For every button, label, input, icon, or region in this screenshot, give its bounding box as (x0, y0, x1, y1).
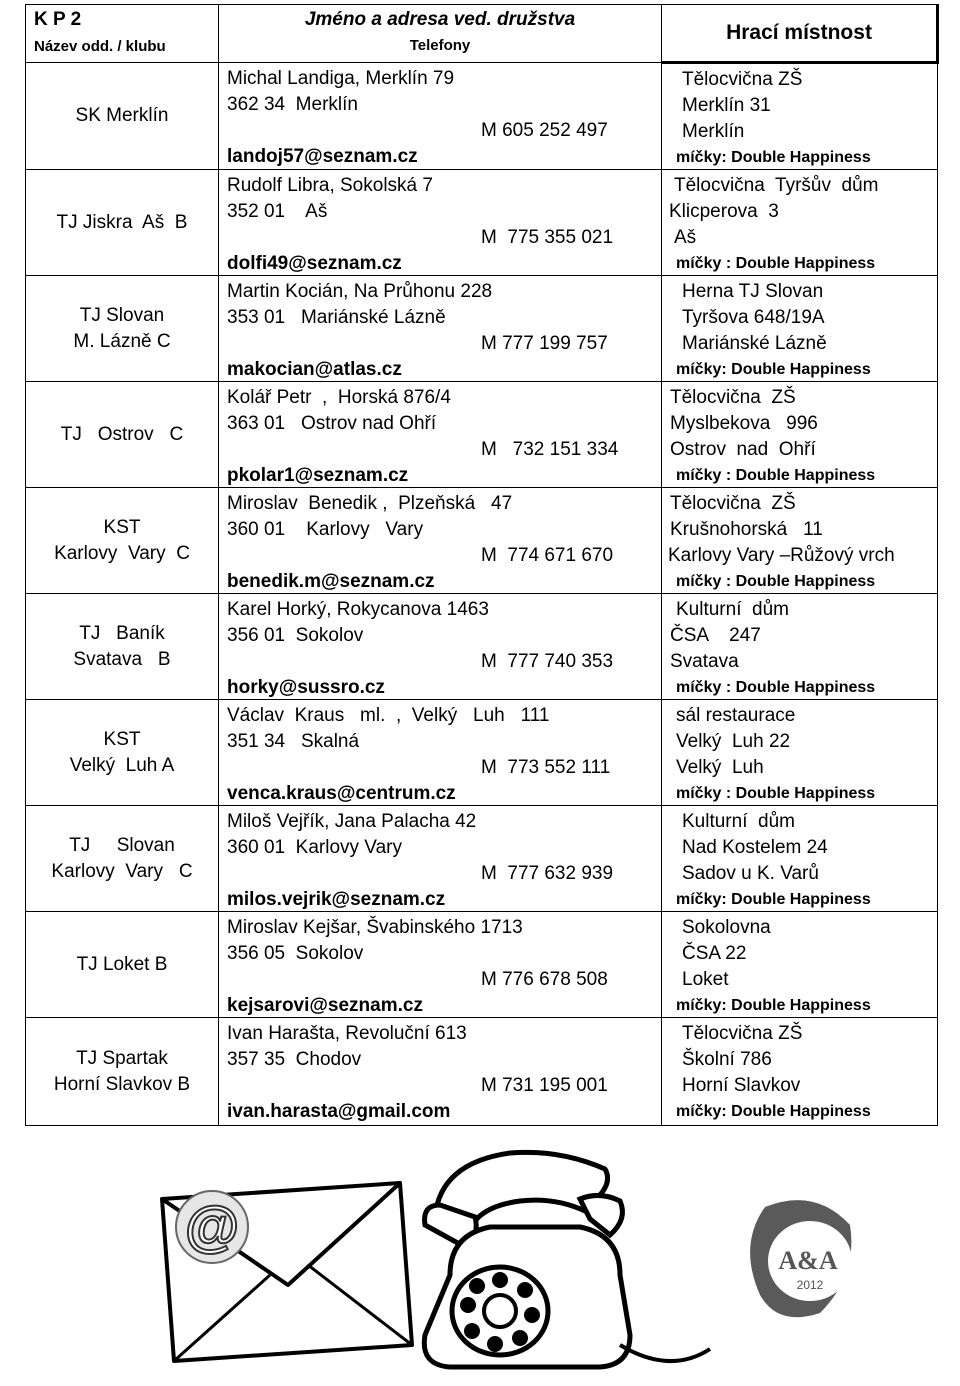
team-row (26, 912, 938, 1018)
rotary-phone-icon (424, 1152, 710, 1367)
team-row (26, 382, 938, 488)
club-cell (26, 912, 219, 1018)
contact-cell (219, 170, 662, 276)
venue-line: Školní 786 (682, 1049, 772, 1070)
contact-address: 356 05 Sokolov (227, 943, 364, 964)
contact-phone: M 732 151 334 (481, 439, 619, 460)
contact-phone: M 731 195 001 (481, 1075, 608, 1096)
club-name-line: KST (103, 728, 141, 750)
venue-line: Nad Kostelem 24 (682, 837, 828, 858)
contact-email[interactable]: ivan.harasta@gmail.com (227, 1101, 451, 1122)
contact-name: Miroslav Benedik , Plzeňská 47 (227, 493, 513, 514)
contact-phone: M 605 252 497 (481, 120, 608, 141)
venue-cell (662, 806, 938, 912)
venue-line: Ostrov nad Ohří (670, 439, 816, 460)
venue-line: Tělocvična ZŠ (670, 493, 796, 514)
venue-balls: míčky : Double Happiness (676, 467, 876, 484)
logo-year: 2012 (796, 1278, 824, 1292)
club-name-line: KST (103, 516, 141, 538)
venue-line: Krušnohorská 11 (670, 519, 823, 540)
venue-line: Kulturní dům (682, 811, 795, 832)
venue-balls: míčky : Double Happiness (676, 679, 876, 696)
svg-text:@: @ (184, 1194, 240, 1257)
contact-address: 360 01 Karlovy Vary (227, 837, 402, 858)
contact-name: Martin Kocián, Na Průhonu 228 (227, 281, 493, 302)
venue-line: Tělocvična ZŠ (682, 69, 803, 90)
club-cell (26, 700, 219, 806)
contact-address: 362 34 Merklín (227, 94, 358, 115)
contact-name: Václav Kraus ml. , Velký Luh 111 (227, 705, 550, 726)
venue-cell (662, 700, 938, 806)
contact-address: 360 01 Karlovy Vary (227, 519, 424, 540)
club-column-header: Název odd. / klubu (34, 38, 166, 55)
venue-line: Kulturní dům (676, 599, 789, 620)
contact-cell (219, 912, 662, 1018)
contact-phone: M 775 355 021 (481, 227, 614, 248)
club-name-line: TJ Slovan (79, 304, 165, 326)
header-row (26, 5, 938, 63)
contact-cell (219, 594, 662, 700)
contact-email[interactable]: landoj57@seznam.cz (227, 146, 418, 167)
venue-balls: míčky : Double Happiness (676, 573, 876, 590)
venue-line: Tělocvična ZŠ (670, 387, 796, 408)
venue-line: Horní Slavkov (682, 1075, 801, 1096)
phones-column-header: Telefony (409, 37, 471, 54)
team-row (26, 488, 938, 594)
contact-cell (219, 276, 662, 382)
team-row (26, 806, 938, 912)
venue-line: Velký Luh (676, 757, 764, 778)
contact-address: 363 01 Ostrov nad Ohří (227, 413, 437, 434)
contact-phone: M 774 671 670 (481, 545, 614, 566)
club-contacts-table (25, 4, 939, 1126)
club-cell (26, 1018, 219, 1126)
contact-cell (219, 488, 662, 594)
envelope-at-icon (162, 1183, 412, 1361)
league-code: K P 2 (34, 9, 82, 30)
club-name-line: TJ Jiskra Aš B (56, 211, 188, 233)
venue-balls: míčky: Double Happiness (676, 891, 871, 908)
contact-name: Miroslav Kejšar, Švabinského 1713 (227, 917, 523, 938)
venue-line: Merklín (682, 121, 745, 142)
venue-line: Herna TJ Slovan (682, 281, 824, 302)
contact-cell (219, 806, 662, 912)
club-cell (26, 63, 219, 170)
contact-name: Kolář Petr , Horská 876/4 (227, 387, 451, 408)
contact-name: Karel Horký, Rokycanova 1463 (227, 599, 489, 620)
club-name-line: Velký Luh A (69, 754, 175, 776)
club-name-line: TJ Spartak (76, 1047, 168, 1069)
team-row (26, 700, 938, 806)
contact-phone: M 777 740 353 (481, 651, 614, 672)
club-name-line: Svatava B (73, 648, 171, 670)
header-club-cell (26, 5, 219, 63)
contact-address: 351 34 Skalná (227, 731, 360, 752)
contact-address: 356 01 Sokolov (227, 625, 364, 646)
venue-line: Karlovy Vary –Růžový vrch (668, 545, 895, 566)
venue-cell (662, 276, 938, 382)
venue-line: Loket (682, 969, 729, 990)
contact-email[interactable]: kejsarovi@seznam.cz (227, 995, 423, 1016)
team-row (26, 170, 938, 276)
contact-name: Miloš Vejřík, Jana Palacha 42 (227, 811, 477, 832)
contact-phone: M 777 632 939 (481, 863, 614, 884)
club-cell (26, 276, 219, 382)
venue-balls: míčky: Double Happiness (676, 149, 871, 166)
contact-email[interactable]: milos.vejrik@seznam.cz (227, 889, 446, 910)
team-row (26, 63, 938, 170)
header-contact-cell (219, 5, 662, 63)
venue-column-header: Hrací místnost (662, 5, 938, 63)
contact-email[interactable]: makocian@atlas.cz (227, 359, 402, 380)
contact-email[interactable]: benedik.m@seznam.cz (227, 571, 435, 592)
club-name-line: TJ Slovan (69, 834, 175, 856)
venue-line: Sokolovna (682, 917, 771, 938)
contact-name: Michal Landiga, Merklín 79 (227, 68, 455, 89)
contact-cell (219, 700, 662, 806)
venue-cell (662, 170, 938, 276)
aa-logo (750, 1200, 852, 1317)
club-name-line: Horní Slavkov B (53, 1073, 191, 1095)
team-row (26, 276, 938, 382)
venue-line: Tělocvična ZŠ (682, 1023, 803, 1044)
illustration (150, 1135, 950, 1375)
venue-line: ČSA 247 (670, 625, 761, 646)
venue-line: Tělocvična Tyršův dům (674, 175, 879, 196)
venue-line: Mariánské Lázně (682, 333, 827, 354)
club-name-line: TJ Baník (79, 622, 165, 644)
contact-cell (219, 63, 662, 170)
venue-cell (662, 594, 938, 700)
contact-email[interactable]: venca.kraus@centrum.cz (227, 783, 456, 804)
club-cell (26, 806, 219, 912)
club-cell (26, 382, 219, 488)
venue-cell (662, 382, 938, 488)
venue-line: Aš (674, 227, 697, 248)
venue-line: Velký Luh 22 (676, 731, 791, 752)
venue-balls: míčky: Double Happiness (676, 1103, 871, 1120)
club-cell (26, 488, 219, 594)
club-name-line: TJ Ostrov C (60, 423, 184, 445)
club-name-line: SK Merklín (75, 105, 169, 126)
contact-phone: M 776 678 508 (481, 969, 608, 990)
contact-email[interactable]: pkolar1@seznam.cz (227, 465, 409, 486)
contact-address: 353 01 Mariánské Lázně (227, 307, 446, 328)
venue-line: Klicperova 3 (669, 201, 779, 222)
venue-balls: míčky: Double Happiness (676, 997, 871, 1014)
venue-balls: míčky: Double Happiness (676, 361, 871, 378)
club-name-line: M. Lázně C (73, 330, 171, 352)
venue-balls: míčky : Double Happiness (676, 255, 876, 272)
contact-name: Rudolf Libra, Sokolská 7 (227, 175, 433, 196)
contact-column-header: Jméno a adresa ved. družstva (304, 9, 576, 30)
club-name-line: Karlovy Vary C (54, 542, 190, 564)
logo-brand: A&A (778, 1246, 838, 1275)
contact-address: 352 01 Aš (227, 201, 328, 222)
venue-cell (662, 63, 938, 170)
venue-line: Sadov u K. Varů (682, 863, 819, 884)
venue-line: Myslbekova 996 (670, 413, 818, 434)
venue-cell (662, 1018, 938, 1126)
team-row (26, 1018, 938, 1126)
contact-phone: M 773 552 111 (481, 757, 611, 778)
club-cell (26, 170, 219, 276)
contact-phone: M 777 199 757 (481, 333, 608, 354)
venue-balls: míčky : Double Happiness (676, 785, 876, 802)
contact-cell (219, 1018, 662, 1126)
venue-line: sál restaurace (676, 705, 796, 726)
contact-address: 357 35 Chodov (227, 1049, 362, 1070)
venue-line: ČSA 22 (682, 943, 747, 964)
contact-email[interactable]: horky@sussro.cz (227, 677, 385, 698)
venue-line: Tyršova 648/19A (682, 307, 825, 328)
club-name-line: Karlovy Vary C (51, 860, 193, 882)
venue-line: Svatava (670, 651, 739, 672)
club-cell (26, 594, 219, 700)
venue-line: Merklín 31 (682, 95, 771, 116)
team-row (26, 594, 938, 700)
club-name-line: TJ Loket B (76, 953, 168, 975)
venue-cell (662, 912, 938, 1018)
contact-name: Ivan Harašta, Revoluční 613 (227, 1023, 467, 1044)
contact-email[interactable]: dolfi49@seznam.cz (227, 253, 402, 274)
contact-cell (219, 382, 662, 488)
venue-cell (662, 488, 938, 594)
